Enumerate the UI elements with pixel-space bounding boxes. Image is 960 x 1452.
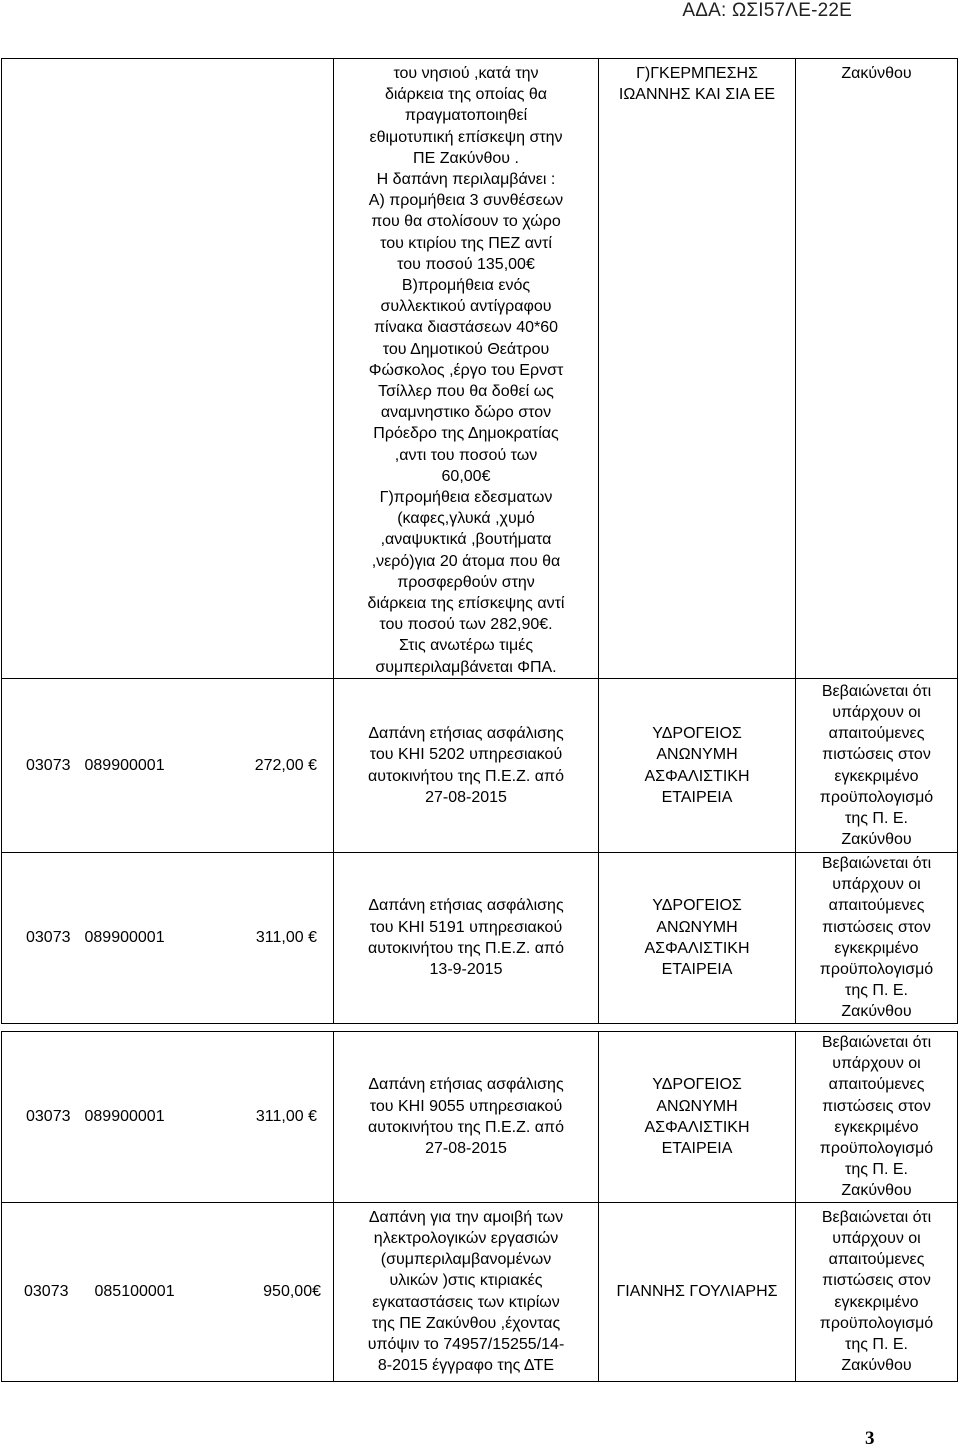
beneficiary-cell: ΥΔΡΟΓΕΙΟΣ ΑΝΩΝΥΜΗ ΑΣΦΑΛΙΣΤΙΚΗ ΕΤΑΙΡΕΙΑ (599, 679, 796, 853)
code-cell (2, 853, 334, 1024)
remark-cell: Ζακύνθου (796, 59, 958, 679)
remark-cell: Βεβαιώνεται ότι υπάρχουν οι απαιτούμενες πιστώσεις στον εγκεκριμένο προϋπολογισμό της Π. Ε. Ζακύνθου (796, 853, 958, 1024)
account-code: 085100001 (94, 1283, 175, 1301)
expense-table-block-2 (1, 1031, 958, 1382)
code-cell (2, 1032, 334, 1203)
amount: 311,00 € (255, 1108, 317, 1126)
code-cell (2, 1202, 334, 1381)
description-cell: Δαπάνη ετήσιας ασφάλισης του ΚΗΙ 5202 υπηρεσιακού αυτοκινήτου της Π.Ε.Ζ. από 27-08-2015 (334, 679, 599, 853)
remark-cell: Βεβαιώνεται ότι υπάρχουν οι απαιτούμενες πιστώσεις στον εγκεκριμένο προϋπολογισμό της Π. Ε. Ζακύνθου (796, 1032, 958, 1203)
table-row (2, 1202, 958, 1381)
kae-code: 03073 (26, 929, 71, 947)
beneficiary-cell: ΓΙΑΝΝΗΣ ΓΟΥΛΙΑΡΗΣ (599, 1202, 796, 1381)
table-row (2, 59, 958, 679)
description-cell: Δαπάνη για την αμοιβή των ηλεκτρολογικών εργασιών (συμπεριλαμβανομένων υλικών )στις κτιριακές εγκαταστάσεις των κτιρίων της ΠΕ Ζακύνθου ,έχοντας υπόψιν το 74957/15255/14- 8-2015 έγγραφο της ΔΤΕ (334, 1202, 599, 1381)
page-number: 3 (865, 1428, 875, 1449)
table-row (2, 679, 958, 853)
description-cell: Δαπάνη ετήσιας ασφάλισης του ΚΗΙ 9055 υπηρεσιακού αυτοκινήτου της Π.Ε.Ζ. από 27-08-2015 (334, 1032, 599, 1203)
amount: 950,00€ (263, 1283, 321, 1301)
remark-cell: Βεβαιώνεται ότι υπάρχουν οι απαιτούμενες πιστώσεις στον εγκεκριμένο προϋπολογισμό της Π. Ε. Ζακύνθου (796, 1202, 958, 1381)
table-row (2, 853, 958, 1024)
kae-code: 03073 (24, 1283, 69, 1301)
description-cell: Δαπάνη ετήσιας ασφάλισης του ΚΗΙ 5191 υπηρεσιακού αυτοκινήτου της Π.Ε.Ζ. από 13-9-2015 (334, 853, 599, 1024)
account-code: 089900001 (84, 929, 165, 947)
account-code: 089900001 (84, 756, 165, 774)
kae-code: 03073 (26, 1108, 71, 1126)
kae-code: 03073 (26, 756, 71, 774)
remark-cell: Βεβαιώνεται ότι υπάρχουν οι απαιτούμενες πιστώσεις στον εγκεκριμένο προϋπολογισμό της Π. Ε. Ζακύνθου (796, 679, 958, 853)
expense-table-block-1 (1, 58, 958, 1024)
description-cell: του νησιού ,κατά την διάρκεια της οποίας θα πραγματοποιηθεί εθιμοτυπική επίσκεψη στην ΠΕ Ζακύνθου . Η δαπάνη περιλαμβάνει : Α) προμήθεια 3 συνθέσεων που θα στολίσουν το χώρο του κτιρίου της ΠΕΖ αντί του ποσού 135,00€ Β)προμήθεια ενός συλλεκτικού αντίγραφου πίνακα διαστάσεων 40*60 του Δημοτικού Θεάτρου Φώσκολος ,έργο του Ερνστ Τσίλλερ που θα δοθεί ως αναμνηστικο δώρο στον Πρόεδρο της Δημοκρατίας ,αντι του ποσού των 60,00€ Γ)προμήθεια εδεσματων (καφες,γλυκά ,χυμό ,αναψυκτικά ,βουτήματα ,νερό)για 20 άτομα που θα προσφερθούν στην διάρκεια της επίσκεψης αντί του ποσού των 282,90€. Στις ανωτέρω τιμές συμπεριλαμβάνεται ΦΠΑ. (334, 59, 599, 679)
amount: 311,00 € (255, 929, 317, 947)
table-row (2, 1032, 958, 1203)
amount: 272,00 € (254, 756, 317, 774)
ada-code: ΑΔΑ: ΩΣΙ57ΛΕ-22Ε (682, 0, 852, 21)
account-code: 089900001 (84, 1108, 165, 1126)
beneficiary-cell: Γ)ΓΚΕΡΜΠΕΣΗΣ ΙΩΑΝΝΗΣ ΚΑΙ ΣΙΑ ΕΕ (599, 59, 796, 679)
code-cell (2, 679, 334, 853)
beneficiary-cell: ΥΔΡΟΓΕΙΟΣ ΑΝΩΝΥΜΗ ΑΣΦΑΛΙΣΤΙΚΗ ΕΤΑΙΡΕΙΑ (599, 1032, 796, 1203)
beneficiary-cell: ΥΔΡΟΓΕΙΟΣ ΑΝΩΝΥΜΗ ΑΣΦΑΛΙΣΤΙΚΗ ΕΤΑΙΡΕΙΑ (599, 853, 796, 1024)
code-cell (2, 59, 334, 679)
